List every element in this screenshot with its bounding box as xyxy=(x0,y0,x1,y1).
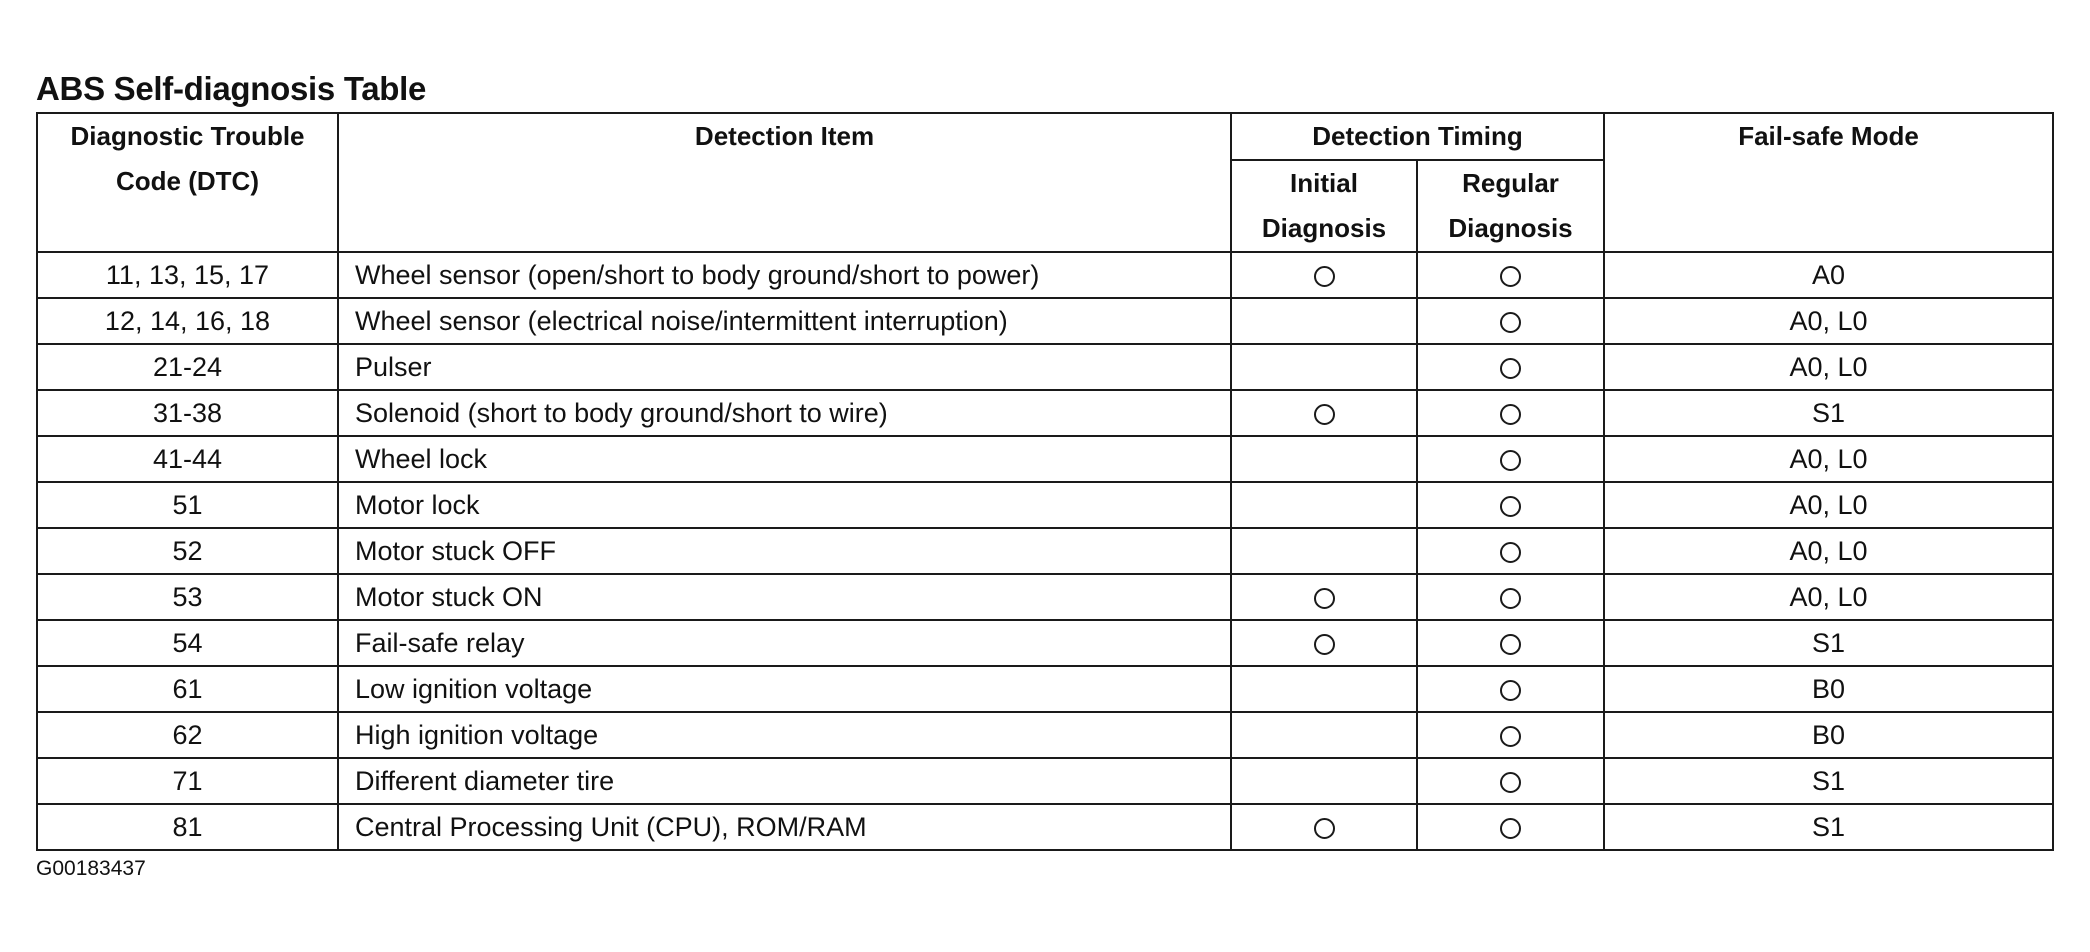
initial-diagnosis-cell xyxy=(1231,252,1417,298)
dtc-code-cell: 62 xyxy=(37,712,338,758)
header-dtc-line2: Code (DTC) xyxy=(116,166,259,196)
header-detection-timing: Detection Timing xyxy=(1231,113,1604,160)
circle-mark-icon xyxy=(1500,404,1521,425)
table-row xyxy=(37,390,2053,436)
dtc-code-cell: 41-44 xyxy=(37,436,338,482)
regular-diagnosis-cell xyxy=(1417,482,1604,528)
circle-mark-icon xyxy=(1500,266,1521,287)
header-dtc xyxy=(37,113,338,252)
regular-diagnosis-cell xyxy=(1417,298,1604,344)
figure-id: G00183437 xyxy=(36,857,146,880)
dtc-code-cell: 31-38 xyxy=(37,390,338,436)
regular-diagnosis-cell xyxy=(1417,252,1604,298)
detection-item-cell: Motor stuck OFF xyxy=(338,528,1231,574)
circle-mark-icon xyxy=(1500,680,1521,701)
table-row xyxy=(37,344,2053,390)
table-row xyxy=(37,298,2053,344)
initial-diagnosis-cell xyxy=(1231,666,1417,712)
fail-safe-mode-cell: B0 xyxy=(1604,712,2053,758)
detection-item-cell: High ignition voltage xyxy=(338,712,1231,758)
detection-item-cell: Motor stuck ON xyxy=(338,574,1231,620)
regular-diagnosis-cell xyxy=(1417,712,1604,758)
detection-item-cell: Solenoid (short to body ground/short to wire) xyxy=(338,390,1231,436)
circle-mark-icon xyxy=(1500,634,1521,655)
header-detection-item: Detection Item xyxy=(338,113,1231,252)
fail-safe-mode-cell: A0, L0 xyxy=(1604,528,2053,574)
fail-safe-mode-cell: A0, L0 xyxy=(1604,436,2053,482)
table-body xyxy=(37,252,2053,850)
header-initial-line2: Diagnosis xyxy=(1261,213,1387,243)
circle-mark-icon xyxy=(1500,772,1521,793)
header-initial-diagnosis xyxy=(1231,160,1417,252)
dtc-code-cell: 61 xyxy=(37,666,338,712)
detection-item-cell: Wheel sensor (open/short to body ground/short to power) xyxy=(338,252,1231,298)
abs-self-diagnosis-table xyxy=(36,112,2054,851)
fail-safe-mode-cell: A0, L0 xyxy=(1604,482,2053,528)
header-regular-line1: Regular xyxy=(1462,168,1559,198)
table-row xyxy=(37,574,2053,620)
circle-mark-icon xyxy=(1314,818,1335,839)
header-fail-safe-mode: Fail-safe Mode xyxy=(1604,113,2053,252)
header-dtc-line1: Diagnostic Trouble xyxy=(70,121,305,151)
initial-diagnosis-cell xyxy=(1231,298,1417,344)
table-title: ABS Self-diagnosis Table xyxy=(36,70,427,107)
detection-item-cell: Central Processing Unit (CPU), ROM/RAM xyxy=(338,804,1231,850)
detection-item-cell: Low ignition voltage xyxy=(338,666,1231,712)
circle-mark-icon xyxy=(1500,542,1521,563)
table-row xyxy=(37,666,2053,712)
dtc-code-cell: 11, 13, 15, 17 xyxy=(37,252,338,298)
fail-safe-mode-cell: S1 xyxy=(1604,390,2053,436)
circle-mark-icon xyxy=(1500,726,1521,747)
table-row xyxy=(37,436,2053,482)
dtc-code-cell: 71 xyxy=(37,758,338,804)
fail-safe-mode-cell: A0, L0 xyxy=(1604,574,2053,620)
regular-diagnosis-cell xyxy=(1417,804,1604,850)
detection-item-cell: Wheel lock xyxy=(338,436,1231,482)
dtc-code-cell: 21-24 xyxy=(37,344,338,390)
regular-diagnosis-cell xyxy=(1417,436,1604,482)
table-row xyxy=(37,758,2053,804)
fail-safe-mode-cell: B0 xyxy=(1604,666,2053,712)
regular-diagnosis-cell xyxy=(1417,390,1604,436)
dtc-code-cell: 53 xyxy=(37,574,338,620)
initial-diagnosis-cell xyxy=(1231,758,1417,804)
header-regular-diagnosis xyxy=(1417,160,1604,252)
fail-safe-mode-cell: A0, L0 xyxy=(1604,344,2053,390)
circle-mark-icon xyxy=(1500,358,1521,379)
table-row xyxy=(37,482,2053,528)
detection-item-cell: Fail-safe relay xyxy=(338,620,1231,666)
table-row xyxy=(37,804,2053,850)
fail-safe-mode-cell: S1 xyxy=(1604,804,2053,850)
circle-mark-icon xyxy=(1314,404,1335,425)
regular-diagnosis-cell xyxy=(1417,620,1604,666)
detection-item-cell: Motor lock xyxy=(338,482,1231,528)
fail-safe-mode-cell: A0 xyxy=(1604,252,2053,298)
initial-diagnosis-cell xyxy=(1231,712,1417,758)
table-row xyxy=(37,712,2053,758)
fail-safe-mode-cell: S1 xyxy=(1604,758,2053,804)
fail-safe-mode-cell: S1 xyxy=(1604,620,2053,666)
table-row xyxy=(37,528,2053,574)
dtc-code-cell: 81 xyxy=(37,804,338,850)
fail-safe-mode-cell: A0, L0 xyxy=(1604,298,2053,344)
circle-mark-icon xyxy=(1500,818,1521,839)
dtc-code-cell: 52 xyxy=(37,528,338,574)
regular-diagnosis-cell xyxy=(1417,528,1604,574)
initial-diagnosis-cell xyxy=(1231,574,1417,620)
dtc-code-cell: 12, 14, 16, 18 xyxy=(37,298,338,344)
detection-item-cell: Pulser xyxy=(338,344,1231,390)
initial-diagnosis-cell xyxy=(1231,804,1417,850)
detection-item-cell: Different diameter tire xyxy=(338,758,1231,804)
initial-diagnosis-cell xyxy=(1231,528,1417,574)
regular-diagnosis-cell xyxy=(1417,574,1604,620)
circle-mark-icon xyxy=(1500,496,1521,517)
regular-diagnosis-cell xyxy=(1417,666,1604,712)
table-row xyxy=(37,620,2053,666)
table-row xyxy=(37,252,2053,298)
regular-diagnosis-cell xyxy=(1417,758,1604,804)
initial-diagnosis-cell xyxy=(1231,344,1417,390)
initial-diagnosis-cell xyxy=(1231,620,1417,666)
circle-mark-icon xyxy=(1314,266,1335,287)
header-initial-line1: Initial xyxy=(1290,168,1358,198)
circle-mark-icon xyxy=(1314,588,1335,609)
dtc-code-cell: 54 xyxy=(37,620,338,666)
dtc-code-cell: 51 xyxy=(37,482,338,528)
circle-mark-icon xyxy=(1500,312,1521,333)
initial-diagnosis-cell xyxy=(1231,482,1417,528)
circle-mark-icon xyxy=(1500,588,1521,609)
circle-mark-icon xyxy=(1500,450,1521,471)
header-regular-line2: Diagnosis xyxy=(1448,213,1573,243)
regular-diagnosis-cell xyxy=(1417,344,1604,390)
initial-diagnosis-cell xyxy=(1231,390,1417,436)
initial-diagnosis-cell xyxy=(1231,436,1417,482)
detection-item-cell: Wheel sensor (electrical noise/intermittent interruption) xyxy=(338,298,1231,344)
circle-mark-icon xyxy=(1314,634,1335,655)
